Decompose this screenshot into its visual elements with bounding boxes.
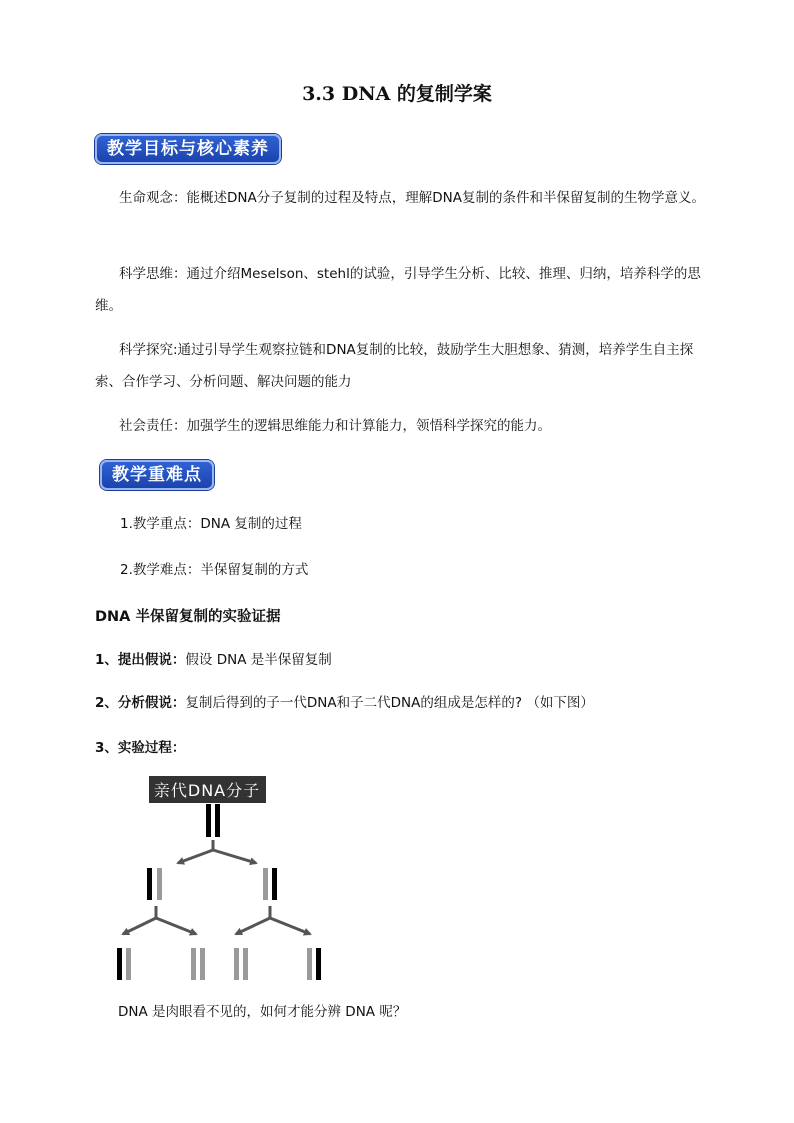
section-badge-key-points: 教学重难点	[100, 460, 214, 490]
gen2-a-old-strand	[117, 948, 122, 980]
gen2-d-old-strand	[316, 948, 321, 980]
gen2-c-strand-2	[243, 948, 248, 980]
step-1	[95, 650, 332, 670]
step-1-text: 假设 DNA 是半保留复制	[185, 652, 332, 668]
gen1-right-new-strand	[263, 868, 268, 900]
step-3-label: 3、实验过程：	[95, 740, 186, 756]
arrow-right-gen1	[213, 850, 256, 863]
objective-text-4: 社会责任：加强学生的逻辑思维能力和计算能力，领悟科学探究的能力。	[119, 418, 551, 434]
closing-question: DNA 是肉眼看不见的，如何才能分辨 DNA 呢？	[118, 1004, 407, 1020]
objective-paragraph-1	[95, 182, 705, 214]
experiment-heading: DNA 半保留复制的实验证据	[95, 609, 281, 625]
arrow-gen2-d	[270, 918, 310, 934]
step-1-label: 1、提出假说：	[95, 652, 186, 668]
step-2-label: 2、分析假说：	[95, 695, 186, 711]
arrow-gen2-c	[236, 918, 270, 934]
arrow-gen2-b	[156, 918, 196, 934]
gen2-b-strand-2	[200, 948, 205, 980]
dna-replication-diagram	[0, 760, 400, 990]
gen2-b-strand-1	[191, 948, 196, 980]
page-title: 3.3 DNA 的复制学案	[302, 83, 492, 105]
step-2-text: 复制后得到的子一代DNA和子二代DNA的组成是怎样的? （如下图）	[185, 695, 594, 711]
parent-strand-right	[215, 804, 220, 837]
parent-dna-label: 亲代DNA分子	[153, 781, 261, 800]
gen2-c-strand-1	[234, 948, 239, 980]
arrow-left-gen1	[178, 850, 213, 863]
section-badge-objectives: 教学目标与核心素养	[95, 134, 281, 164]
key-point-1: 1.教学重点：DNA 复制的过程	[120, 516, 302, 532]
objective-text-1: 生命观念：能概述DNA分子复制的过程及特点，理解DNA复制的条件和半保留复制的生物学意义。	[119, 190, 705, 206]
objective-text-2: 科学思维：通过介绍Meselson、stehl的试验，引导学生分析、比较、推理、归纳，培养科学的思维。	[95, 266, 701, 314]
objective-text-3: 科学探究:通过引导学生观察拉链和DNA复制的比较，鼓励学生大胆想象、猜测，培养学生自主探索、合作学习、分析问题、解决问题的能力	[95, 342, 694, 390]
gen2-d-new-strand	[307, 948, 312, 980]
step-2	[95, 693, 594, 713]
arrow-gen2-a	[123, 918, 156, 934]
key-point-2: 2.教学难点：半保留复制的方式	[120, 562, 309, 578]
gen1-left-old-strand	[147, 868, 152, 900]
objective-paragraph-2	[95, 258, 705, 322]
objective-paragraph-3	[95, 334, 705, 398]
step-3	[95, 738, 185, 758]
gen1-left-new-strand	[157, 868, 162, 900]
objective-paragraph-4	[95, 410, 705, 442]
parent-strand-left	[206, 804, 211, 837]
gen2-a-new-strand	[126, 948, 131, 980]
gen1-right-old-strand	[272, 868, 277, 900]
